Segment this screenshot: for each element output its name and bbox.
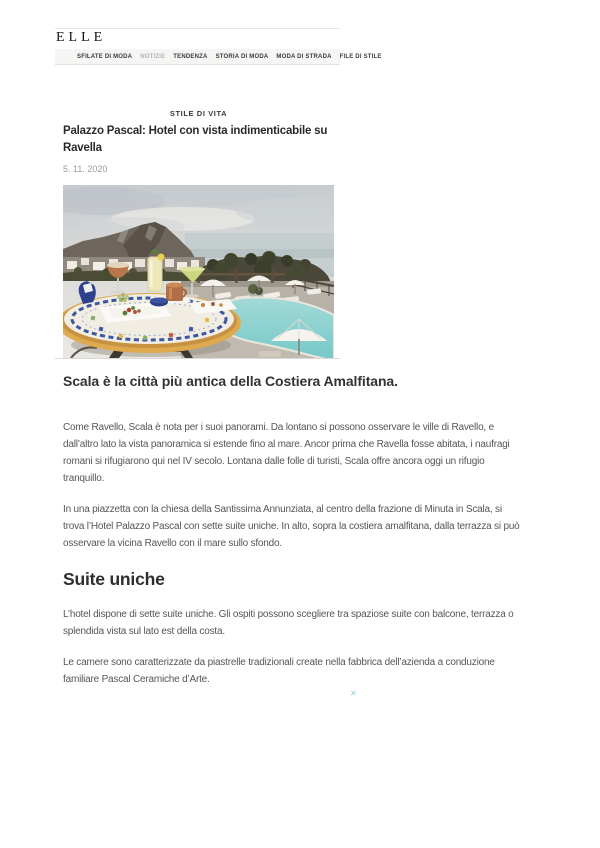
article-paragraph: Le camere sono caratterizzate da piastrelle tradizionali create nella fabbrica dell’azienda a conduzione familiare Pascal Ceramiche d’Arte. — [63, 657, 495, 685]
nav-item-sfilate-di-moda[interactable]: SFILATE DI MODA — [77, 53, 133, 60]
section-heading: Suite uniche — [63, 569, 165, 589]
nav-item-storia-di-moda[interactable]: STORIA DI MODA — [215, 53, 269, 60]
header-top-divider — [55, 28, 340, 29]
article-date: 5. 11. 2020 — [63, 164, 108, 174]
category-label[interactable]: STILE DI VITA — [169, 109, 228, 118]
nav-item-moda-di-strada[interactable]: MODA DI STRADA — [276, 53, 332, 60]
article-body — [63, 371, 523, 702]
main-nav — [55, 49, 382, 65]
article-paragraph: Come Ravello, Scala è nota per i suoi panorami. Da lontano si possono osservare le ville di Ravello, e dall’altro lato la vista panoramica si estende fino al mare. Ancor prima che Ravella fosse abitata, i naufragi romani si rifugiarono qui nel IV secolo. Lontana dalle folle di turisti, Scala offre ancora oggi un rifugio tranquillo. — [63, 422, 510, 484]
article-paragraph: In una piazzetta con la chiesa della Santissima Annunziata, al centro della frazione di Minuta in Scala, si trova l’Hotel Palazzo Pascal con sette suite uniche. In alto, sopra la costiera amalfitana, dalla terrazza si può osservare la vicina Ravello con il mare sullo sfondo. — [63, 504, 520, 549]
article-title: Palazzo Pascal: Hotel con vista indimenticabile su Ravella — [63, 125, 328, 154]
hero-bottom-divider — [55, 358, 340, 359]
nav-item-tendenza[interactable]: TENDENZA — [173, 53, 208, 60]
article-lede-heading: Scala è la città più antica della Costiera Amalfitana. — [63, 373, 398, 389]
nav-item-notizie[interactable]: NOTIZIE — [140, 53, 166, 60]
nav-item-file-di-stile[interactable]: FILE DI STILE — [339, 53, 382, 60]
article-hero-image — [63, 185, 334, 358]
article-paragraph: L’hotel dispone di sette suite uniche. Gli ospiti possono scegliere tra spaziose suite con balcone, terrazza o splendida vista sul lato est della costa. — [63, 609, 514, 637]
collapsed-ad-close-icon[interactable]: ✕ — [350, 689, 357, 698]
article-hero-figure — [63, 185, 334, 358]
elle-logo[interactable]: ELLE — [56, 30, 107, 45]
